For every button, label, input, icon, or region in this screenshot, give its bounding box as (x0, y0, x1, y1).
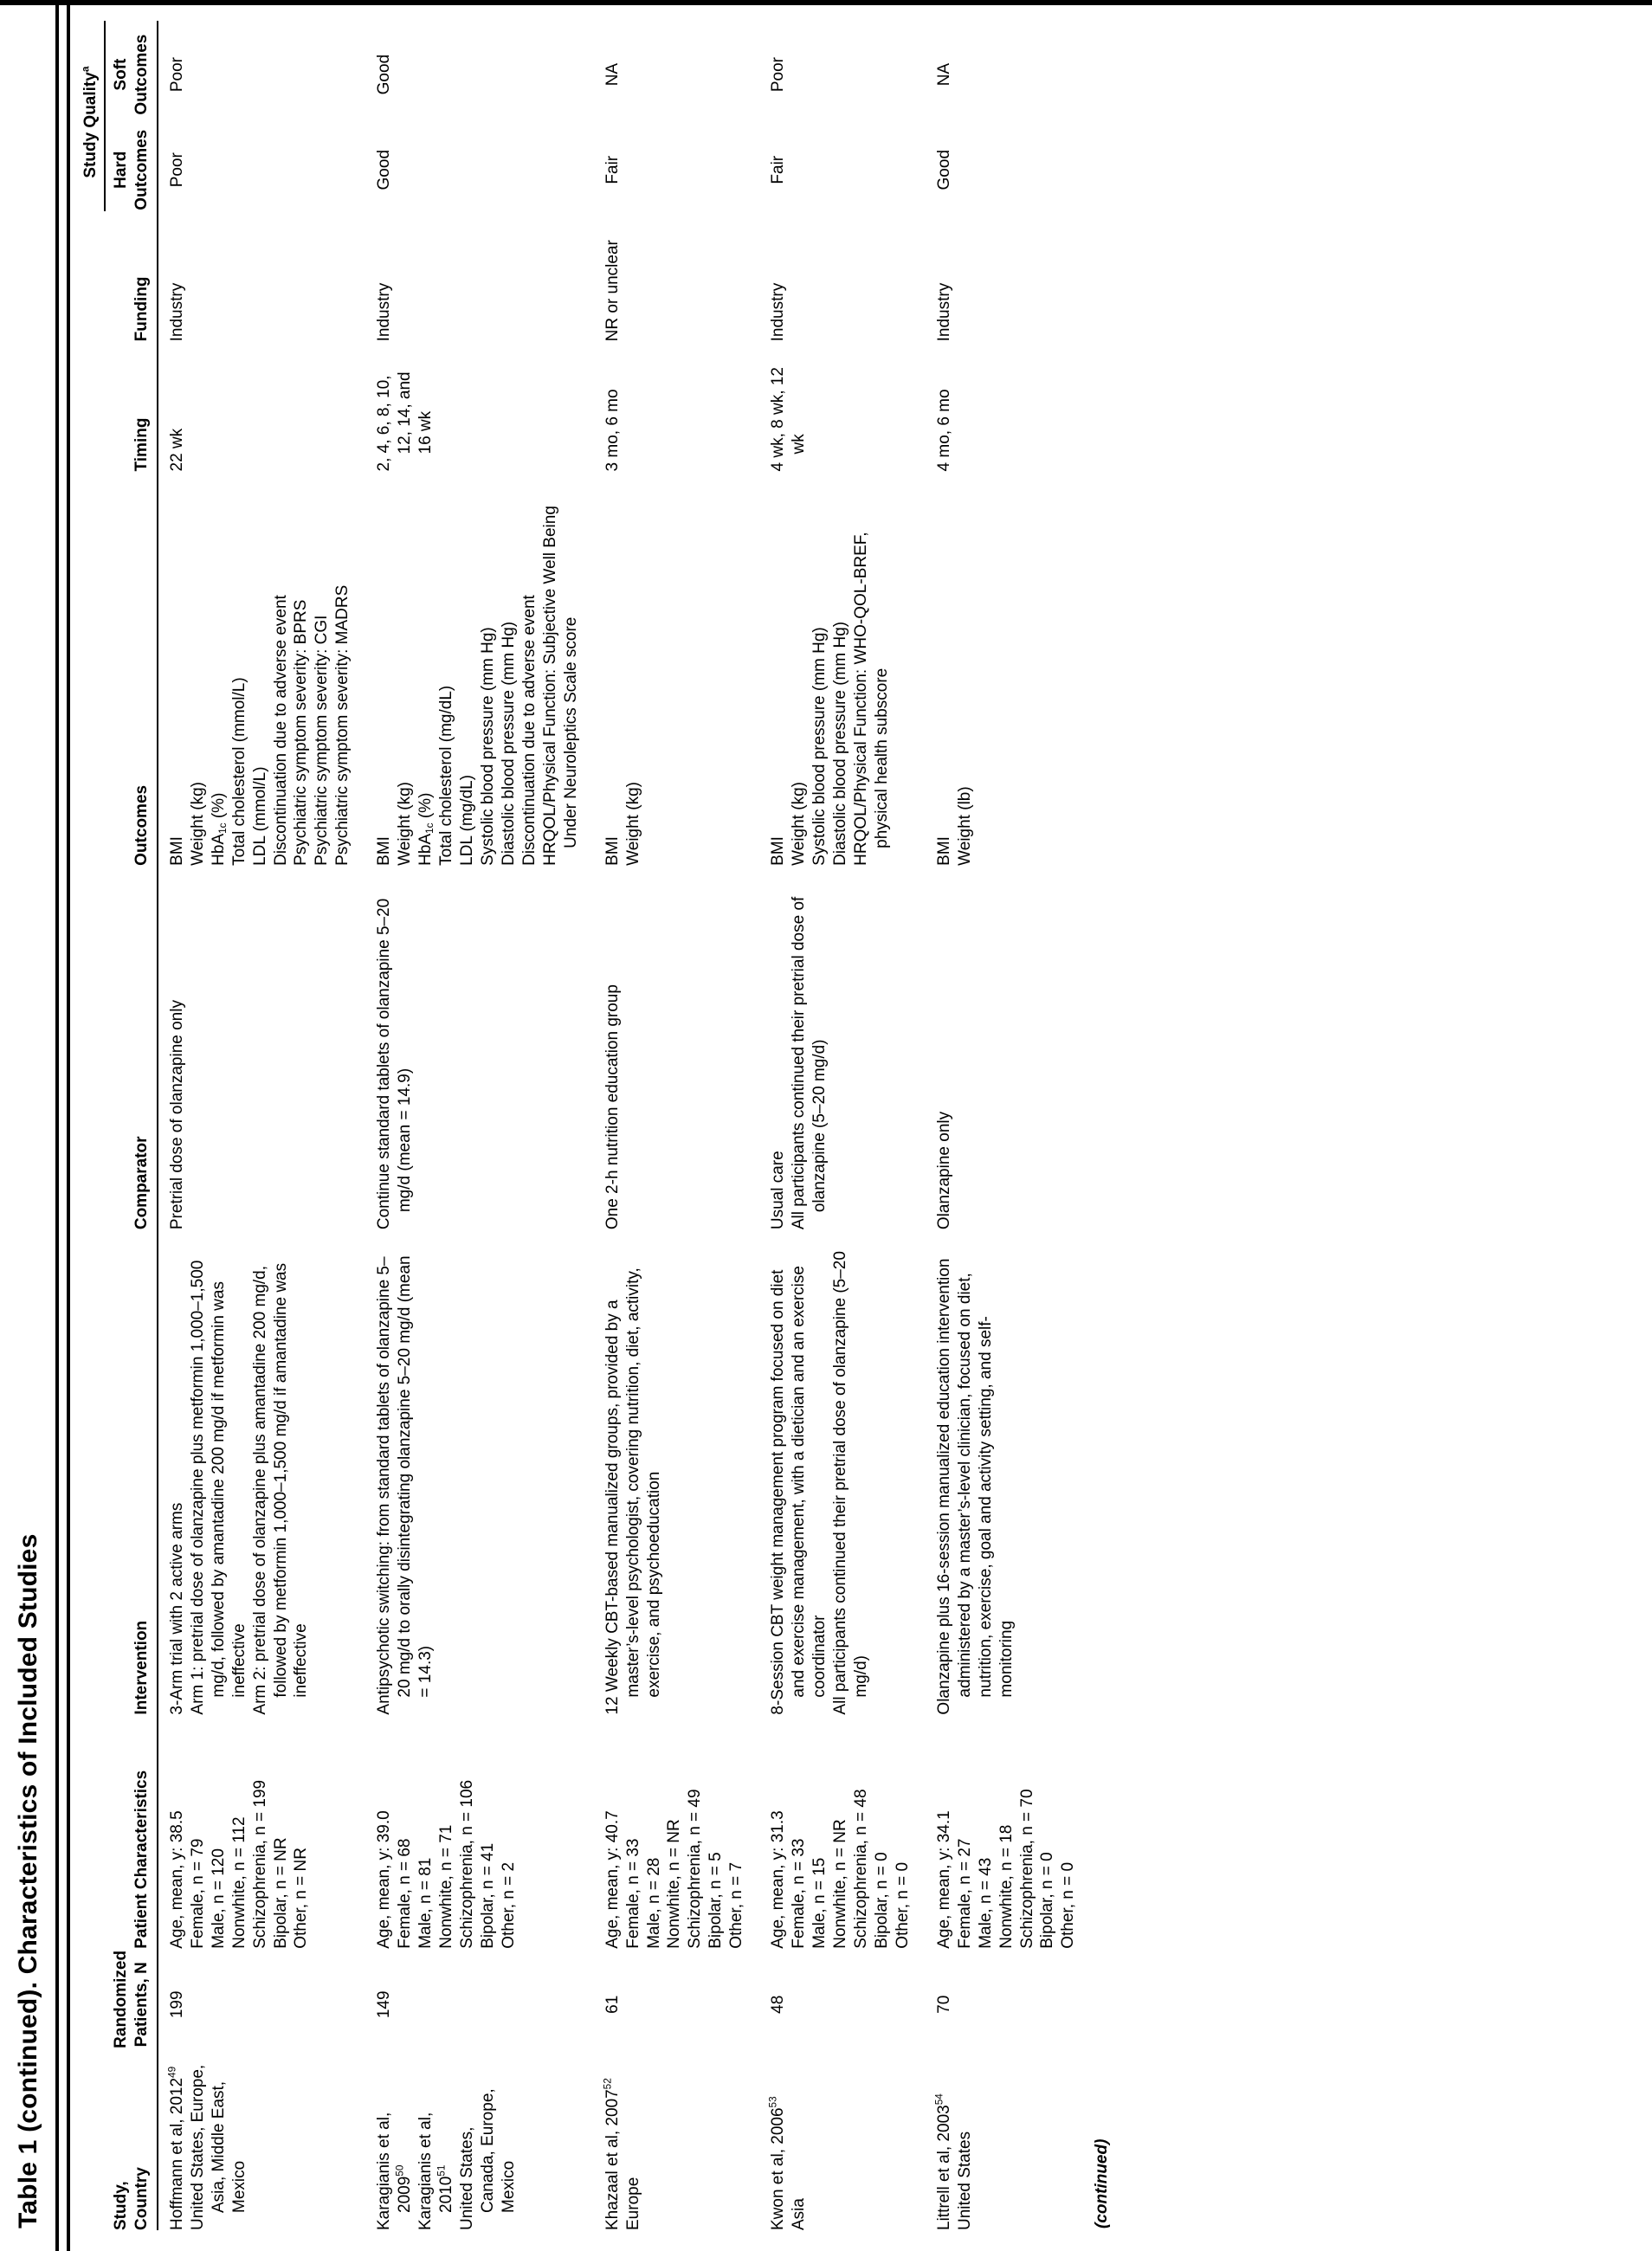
intervention-cell: 3-Arm trial with 2 active arms Arm 1: pretrial dose of olanzapine plus metformin 1,000–1,500 mg/d, followed by amantadine 200 mg/d if metformin was ineffective Arm 2: pretrial dose of olanzapine plus amantadine 200 mg/d, followed by metformin 1,000–1,500 mg/d if amantadine was ineffective (167, 1260, 311, 1715)
study-row-karagianis (353, 21, 581, 2230)
timing-cell: 2, 4, 6, 8, 10, 12, 14, and 16 wk (375, 371, 436, 472)
hard-outcomes-quality-cell: Fair (603, 155, 622, 184)
outcomes-cell: BMI Weight (kg) (603, 782, 642, 866)
outcomes-cell: BMI Weight (kg) HbA$_{1c}$ (%) Total cholesterol (mmol/L) LDL (mmol/L) Discontinuation due to adverse event Psychiatric symptom severity: BPRS Psychiatric symptom severity: CGI Psychiatric symptom severity: MADRS (167, 584, 352, 866)
timing-cell: 3 mo, 6 mo (603, 389, 622, 472)
funding-cell: Industry (167, 282, 186, 342)
table-title: Table 1 (continued). Characteristics of Included Studies (14, 1533, 42, 2228)
page-top-rule (0, 0, 1652, 5)
comparator-cell: One 2-h nutrition education group (603, 984, 622, 1230)
patient-characteristics-cell: Age, mean, y: 31.3 Female, n = 33 Male, n = 15 Nonwhite, n = NR Schizophrenia, n = 48 Bipolar, n = 0 Other, n = 0 (769, 1789, 912, 1949)
col-header-study: Study, Country (75, 2048, 158, 2230)
intervention-cell: Antipsychotic switching: from standard tablets of olanzapine 5–20 mg/d to orally disintegrating olanzapine 5–20 mg/d (mean = 14.3) (375, 1255, 436, 1715)
outcomes-cell: BMI Weight (kg) HbA$_{1c}$ (%) Total cholesterol (mg/dL) LDL (mg/dL) Systolic blood pressure (mm Hg) Diastolic blood pressure (mm Hg) Discontinuation due to adverse event HRQOL/Physical Function: Subjective Well Being Under Neuroleptics Scale score (375, 506, 580, 866)
hard-outcomes-quality-cell: Good (375, 149, 394, 190)
soft-outcomes-quality-cell: Poor (167, 57, 186, 93)
study-cell: Hoffmann et al, 2012$^{49}$ United States, Europe, Asia, Middle East, Mexico (166, 2064, 248, 2230)
soft-outcomes-quality-cell: NA (934, 62, 953, 87)
table-header (75, 21, 158, 2230)
hard-outcomes-quality-cell: Fair (769, 155, 788, 184)
col-header-randomized-n: Randomized Patients, N (75, 1949, 158, 2048)
col-header-funding: Funding (75, 211, 158, 341)
study-cell: Khazaal et al, 2007$^{52}$ Europe (602, 2078, 642, 2230)
soft-outcomes-quality-cell: Poor (769, 57, 788, 93)
timing-cell: 22 wk (167, 428, 186, 472)
randomized-n-cell: 48 (769, 1995, 788, 2014)
hard-outcomes-quality-cell: Poor (167, 152, 186, 188)
patient-characteristics-cell: Age, mean, y: 40.7 Female, n = 33 Male, n = 28 Nonwhite, n = NR Schizophrenia, n = 49 Bipolar, n = 5 Other, n = 7 (603, 1789, 746, 1949)
soft-outcomes-quality-cell: NA (603, 62, 622, 87)
funding-cell: NR or unclear (603, 240, 622, 342)
intervention-cell: 12 Weekly CBT-based manualized groups, provided by a master’s-level psychologist, covering nutrition, diet, activity, exercise, and psychoeducation (603, 1267, 663, 1715)
funding-cell: Industry (934, 282, 953, 342)
timing-cell: 4 mo, 6 mo (934, 389, 953, 472)
comparator-cell: Pretrial dose of olanzapine only (167, 1000, 186, 1230)
col-header-comparator: Comparator (75, 866, 158, 1229)
outcomes-cell: BMI Weight (lb) (934, 786, 974, 866)
patient-characteristics-cell: Age, mean, y: 34.1 Female, n = 27 Male, n = 43 Nonwhite, n = 18 Schizophrenia, n = 70 Bipolar, n = 0 Other, n = 0 (934, 1789, 1078, 1949)
randomized-n-cell: 149 (375, 1990, 394, 2019)
hard-outcomes-quality-cell: Good (934, 149, 953, 190)
study-row-kwon (747, 21, 913, 2230)
patient-characteristics-cell: Age, mean, y: 39.0 Female, n = 68 Male, n = 81 Nonwhite, n = 71 Schizophrenia, n = 106 Bipolar, n = 41 Other, n = 2 (375, 1779, 518, 1949)
comparator-cell: Usual care All participants continued their pretrial dose of olanzapine (5–20 mg/d) (769, 896, 829, 1230)
study-row-littrell (913, 21, 1080, 2230)
col-header-intervention: Intervention (75, 1229, 158, 1714)
col-header-study-quality: Study Quality$^a$ (75, 21, 105, 211)
intervention-cell: Olanzapine plus 16-session manualized education intervention administered by a master’s-level clinician, focused on diet, nutrition, exercise, goal and activity setting, and self-monitoring (934, 1258, 1016, 1715)
outcomes-cell: BMI Weight (kg) Systolic blood pressure (mm Hg) Diastolic blood pressure (mm Hg) HRQOL/Physical Function: WHO-QOL-BREF, physical health subscore (769, 532, 891, 866)
randomized-n-cell: 199 (167, 1990, 186, 2019)
funding-cell: Industry (375, 282, 394, 342)
study-row-khazaal (582, 21, 748, 2230)
col-header-patient-characteristics: Patient Characteristics (75, 1715, 158, 1949)
header-row-1 (75, 21, 105, 2230)
study-row-hoffmann (158, 21, 353, 2230)
col-header-timing: Timing (75, 341, 158, 471)
continued-label: (continued) (1093, 2138, 1112, 2228)
table-body (158, 21, 1080, 2230)
col-header-soft-outcomes: Soft Outcomes (105, 21, 158, 116)
funding-cell: Industry (769, 282, 788, 342)
included-studies-table (75, 21, 1079, 2230)
title-double-rule-top (55, 0, 59, 2251)
comparator-cell: Continue standard tablets of olanzapine 5–20 mg/d (mean = 14.9) (375, 898, 415, 1230)
title-double-rule-bottom (67, 0, 70, 2251)
intervention-cell: 8-Session CBT weight management program focused on diet and exercise management, with a dietician and an exercise coordinator All participants continued their pretrial dose of olanzapine (5–20 mg/d) (769, 1251, 870, 1715)
study-cell: Karagianis et al, 2009$^{50}$ Karagianis et al, 2010$^{51}$ United States, Canada, Europe, Mexico (375, 2088, 518, 2230)
randomized-n-cell: 70 (934, 1995, 953, 2014)
study-cell: Littrell et al, 2003$^{54}$ United States (933, 2093, 974, 2230)
soft-outcomes-quality-cell: Good (375, 54, 394, 95)
timing-cell: 4 wk, 8 wk, 12 wk (769, 367, 809, 472)
randomized-n-cell: 61 (603, 1995, 622, 2014)
col-header-outcomes: Outcomes (75, 471, 158, 865)
col-header-hard-outcomes: Hard Outcomes (105, 116, 158, 211)
comparator-cell: Olanzapine only (934, 1111, 953, 1230)
study-cell: Kwon et al, 2006$^{53}$ Asia (767, 2096, 809, 2230)
patient-characteristics-cell: Age, mean, y: 38.5 Female, n = 79 Male, n = 120 Nonwhite, n = 112 Schizophrenia, n = 199 Bipolar, n = NR Other, n = NR (167, 1779, 311, 1949)
